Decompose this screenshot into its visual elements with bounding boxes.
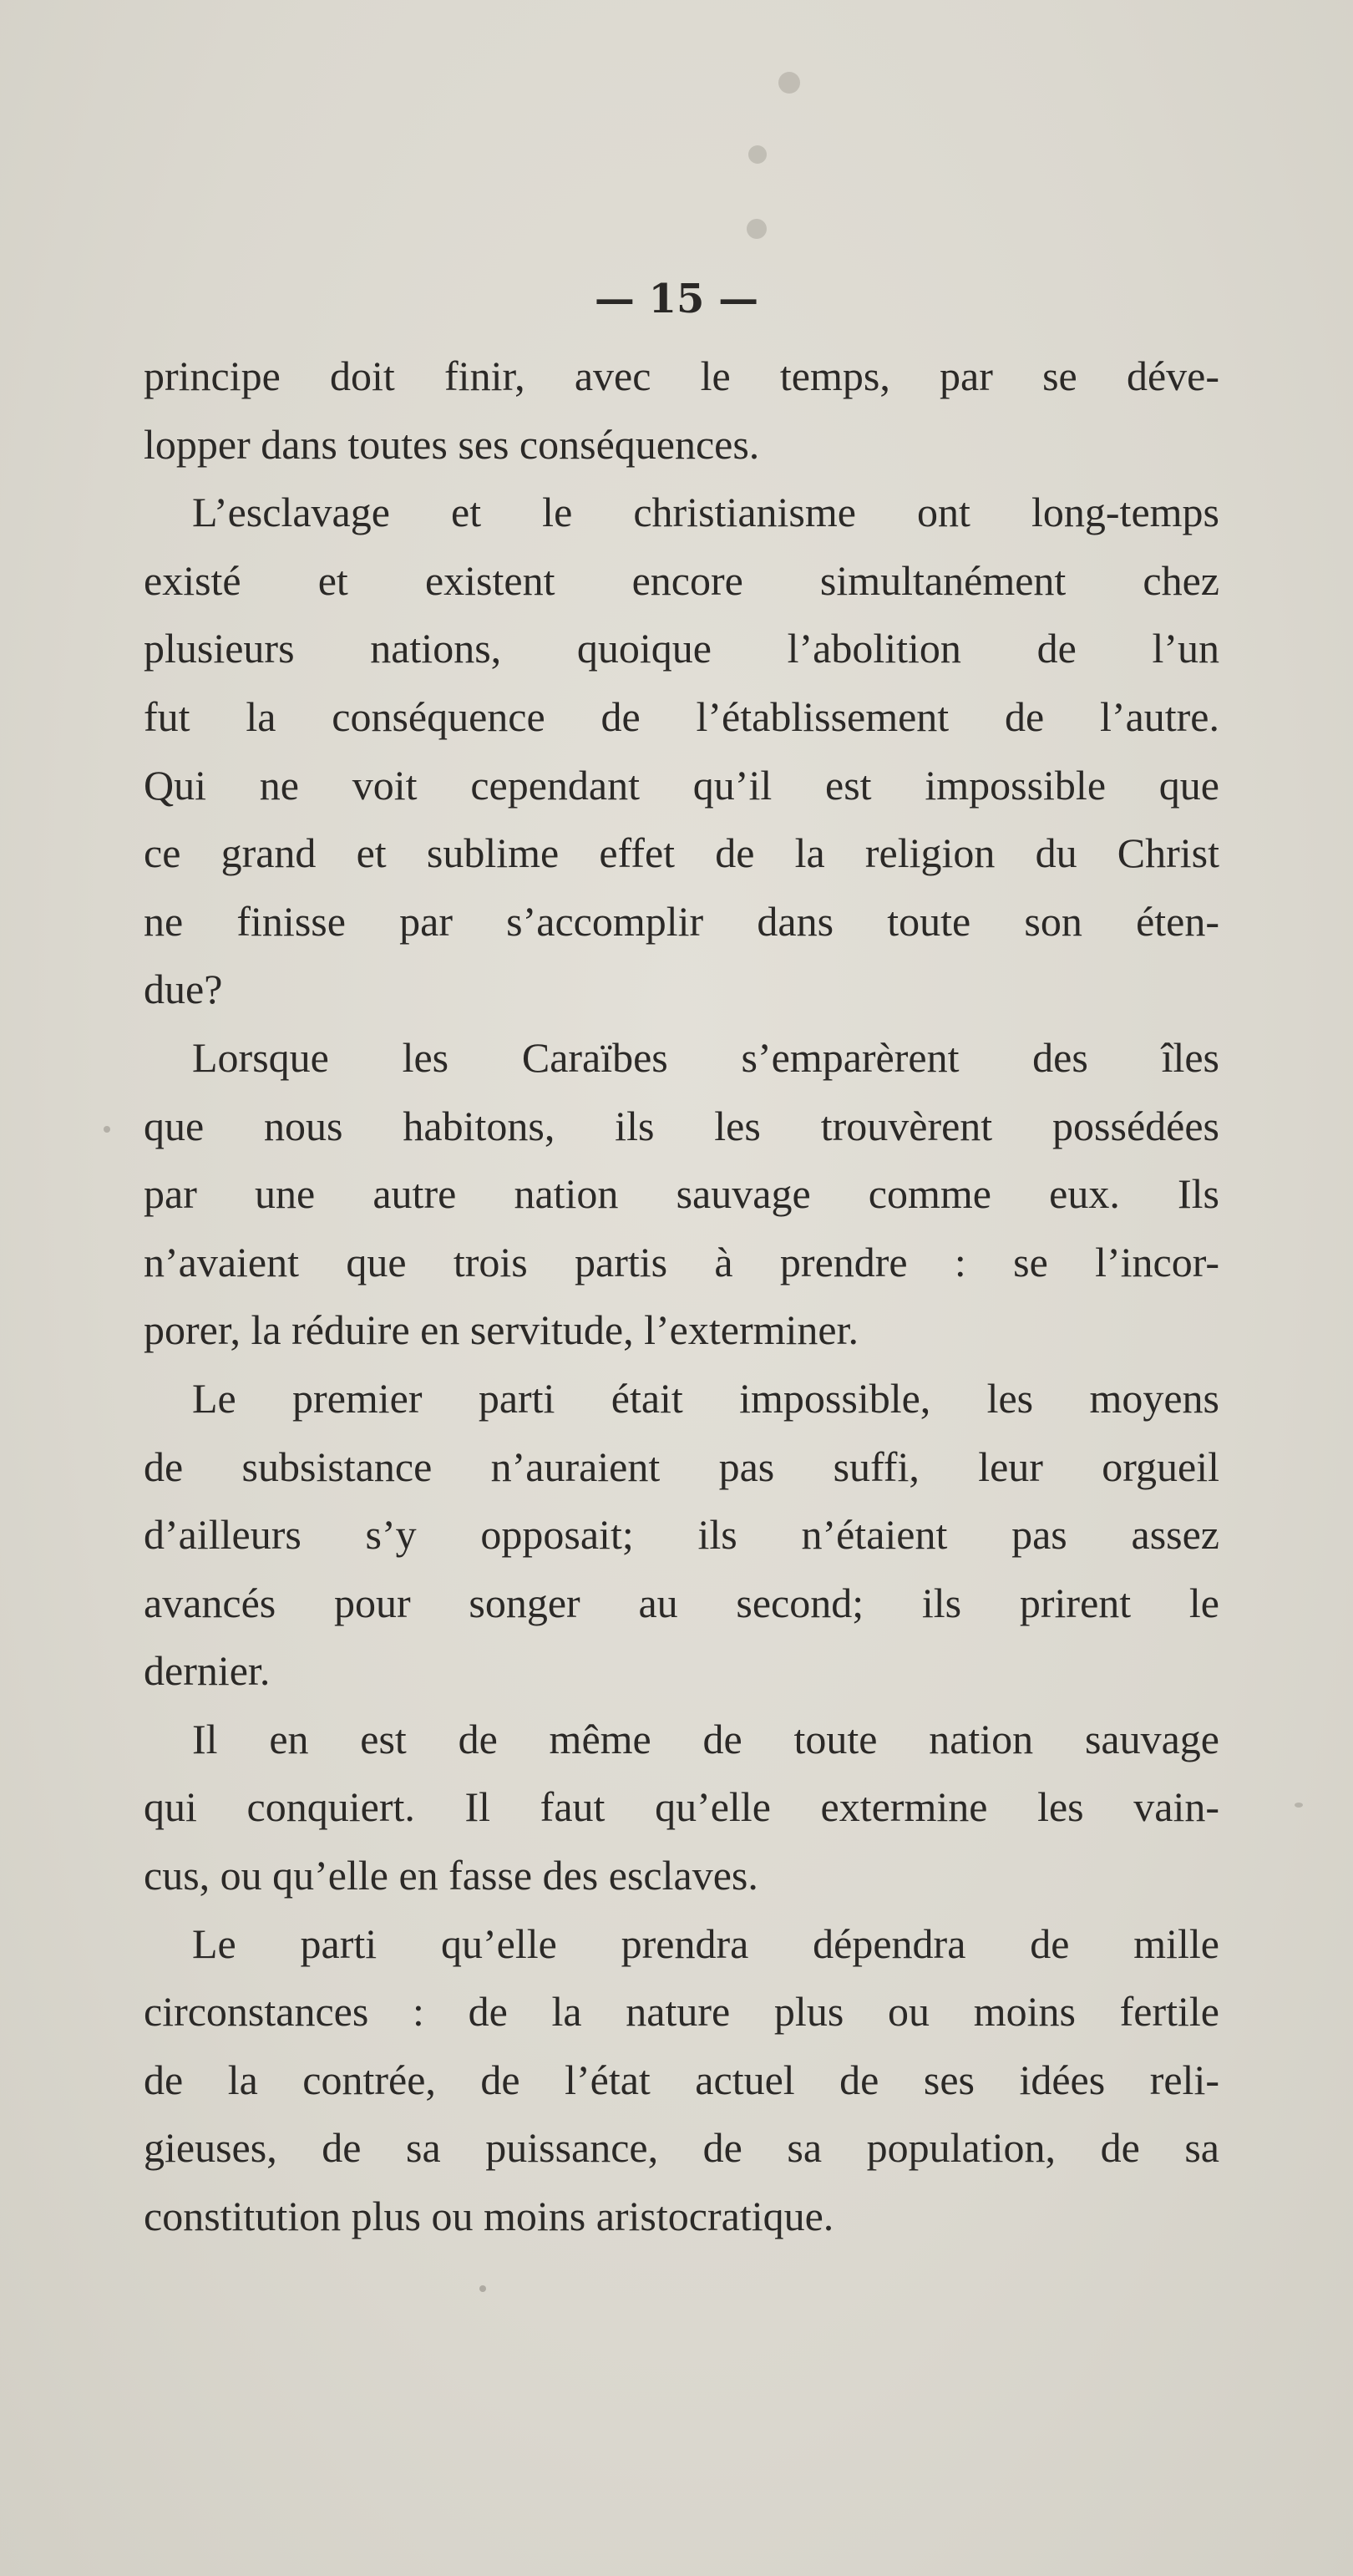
- paper-spot: [748, 145, 767, 164]
- text-line: cus, ou qu’elle en fasse des esclaves.: [144, 1852, 758, 1899]
- text-line: lopper dans toutes ses conséquences.: [144, 420, 760, 468]
- text-line: dernier.: [144, 1647, 271, 1695]
- text-line: Qui ne voit cependant qu’il est impossible que: [144, 761, 1219, 809]
- paper-spot: [1295, 1803, 1303, 1808]
- paragraph: [144, 1024, 1219, 1365]
- paper-spot: [778, 72, 800, 94]
- text-line: gieuses, de sa puissance, de sa population, de sa: [144, 2124, 1219, 2172]
- page-number: — 15 —: [594, 276, 759, 322]
- paragraph: [144, 1365, 1219, 1706]
- text-line: Lorsque les Caraïbes s’emparèrent des îles: [192, 1033, 1219, 1081]
- paper-spot: [747, 219, 767, 239]
- text-line: qui conquiert. Il faut qu’elle extermine les vain-: [144, 1783, 1219, 1831]
- text-line: n’avaient que trois partis à prendre : se l’incor-: [144, 1238, 1219, 1285]
- text-line: de subsistance n’auraient pas suffi, leur orgueil: [144, 1443, 1219, 1490]
- text-line: Le parti qu’elle prendra dépendra de mille: [192, 1919, 1219, 1967]
- text-line: par une autre nation sauvage comme eux. Ils: [144, 1170, 1219, 1218]
- paper-spot: [104, 1126, 110, 1133]
- text-line: d’ailleurs s’y opposait; ils n’étaient pas assez: [144, 1511, 1219, 1559]
- text-line: Le premier parti était impossible, les moyens: [192, 1374, 1219, 1422]
- text-line: de la contrée, de l’état actuel de ses idées reli-: [144, 2056, 1219, 2103]
- text-line: existé et existent encore simultanément chez: [144, 556, 1219, 604]
- body-text: [144, 342, 1219, 2251]
- text-line: Il en est de même de toute nation sauvage: [192, 1715, 1219, 1762]
- text-line: principe doit finir, avec le temps, par se déve-: [144, 352, 1219, 399]
- paragraph: [144, 1706, 1219, 1910]
- paragraph: [144, 1910, 1219, 2251]
- paragraph: [144, 342, 1219, 479]
- text-line: constitution plus ou moins aristocratique.: [144, 2193, 834, 2240]
- text-line: L’esclavage et le christianisme ont long-temps: [192, 489, 1219, 536]
- text-line: porer, la réduire en servitude, l’exterminer.: [144, 1306, 859, 1354]
- text-line: due?: [144, 966, 223, 1013]
- text-line: que nous habitons, ils les trouvèrent possédées: [144, 1102, 1219, 1149]
- text-line: avancés pour songer au second; ils prirent le: [144, 1579, 1219, 1626]
- text-line: ce grand et sublime effet de la religion du Christ: [144, 829, 1219, 877]
- text-line: circonstances : de la nature plus ou moins fertile: [144, 1988, 1219, 2036]
- text-line: fut la conséquence de l’établissement de l’autre.: [144, 692, 1219, 740]
- paper-spot: [479, 2285, 486, 2292]
- text-line: plusieurs nations, quoique l’abolition de l’un: [144, 625, 1219, 672]
- paragraph: [144, 479, 1219, 1024]
- text-line: ne finisse par s’accomplir dans toute son éten-: [144, 897, 1219, 945]
